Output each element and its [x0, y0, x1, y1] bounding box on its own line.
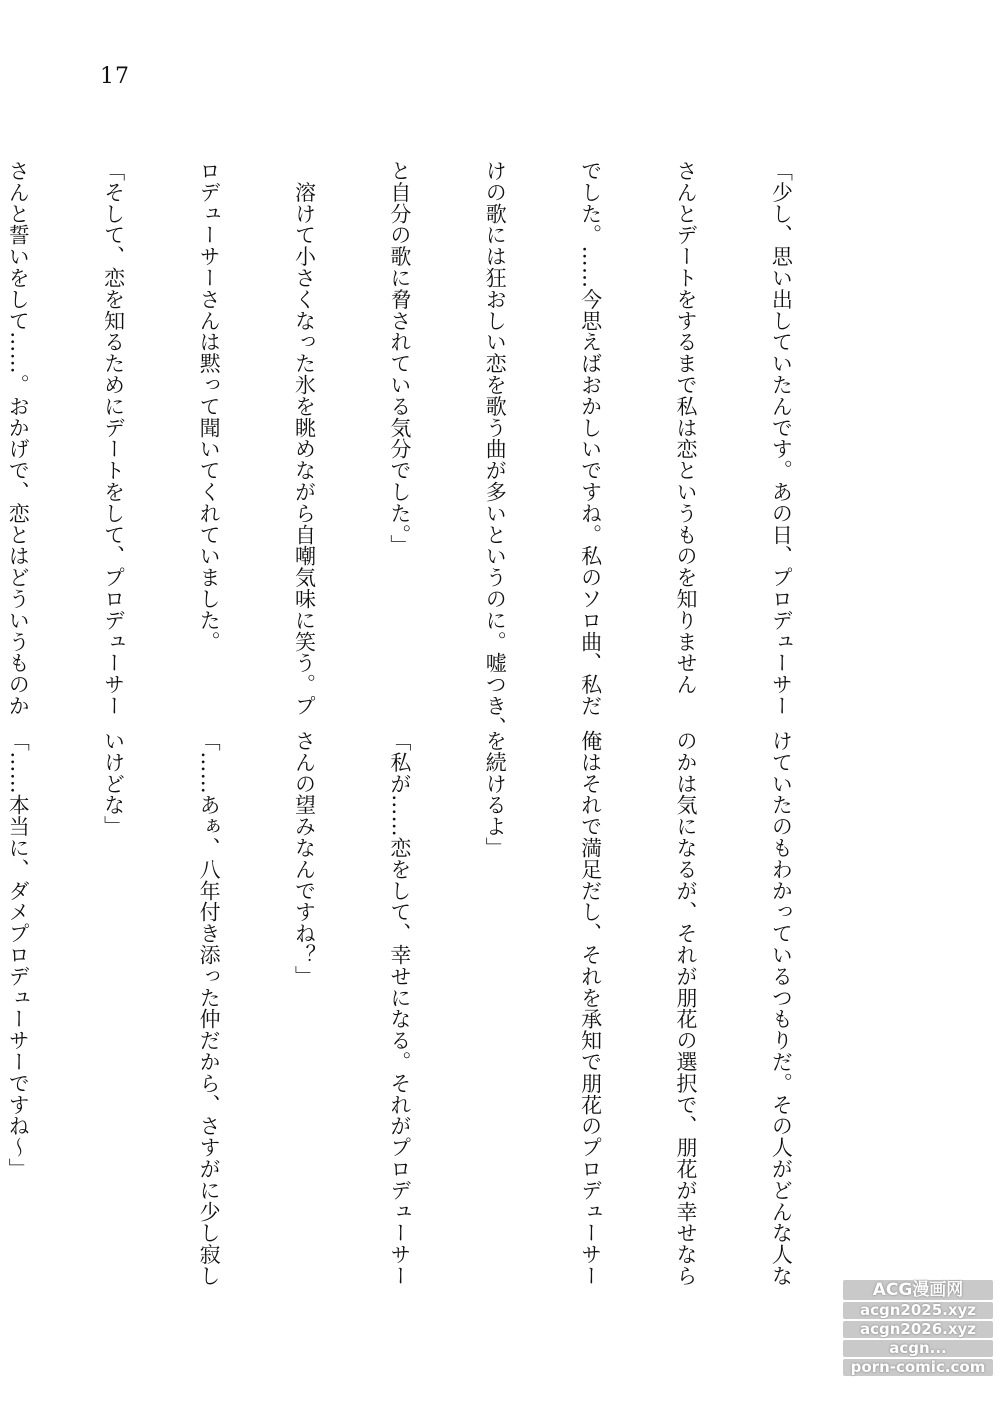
text-line: と自分の歌に脅されている気分でした。」	[387, 160, 412, 557]
text-line: けていたのもわかっているつもりだ。その人がどんな人な	[769, 730, 794, 1287]
text-line: けの歌には狂おしい恋を歌う曲が多いというのに。嘘つき、	[483, 160, 508, 738]
text-line: 「……本当に、ダメプロデューサーですね～」	[6, 730, 31, 1180]
text-line: 「少し、思い出していたんです。あの日、プロデューサー	[769, 160, 794, 717]
text-block-top	[6, 160, 860, 738]
watermark-line: acgn2025.xyz	[843, 1302, 993, 1319]
text-line: でした。……今思えばおかしいですね。私のソロ曲、私だ	[578, 160, 603, 717]
text-line: のかは気になるが、それが朋花の選択で、朋花が幸せなら	[674, 730, 699, 1287]
text-line: 「私が……恋をして、幸せになる。それがプロデューサー	[387, 730, 412, 1287]
text-line: さんの望みなんですね？」	[292, 730, 317, 987]
text-block-bottom	[6, 730, 860, 1287]
text-line: いけどな」	[101, 730, 126, 837]
watermark-line: ACG漫画网	[843, 1280, 993, 1300]
watermark	[843, 1280, 993, 1392]
watermark-line: acgn...	[843, 1340, 993, 1357]
text-line: 「そして、恋を知るためにデートをして、プロデューサー	[101, 160, 126, 717]
text-line: 「……あぁ、八年付き添った仲だから、さすがに少し寂し	[197, 730, 222, 1287]
watermark-line: porn-comic.com	[843, 1359, 993, 1376]
text-line: を続けるよ」	[483, 730, 508, 859]
text-line: 溶けて小さくなった氷を眺めながら自嘲気味に笑う。プ	[292, 160, 317, 717]
text-line: ロデューサーさんは黙って聞いてくれていました。	[197, 160, 222, 653]
text-line: さんとデートをするまで私は恋というものを知りません	[674, 160, 699, 695]
text-line: 俺はそれで満足だし、それを承知で朋花のプロデューサー	[578, 730, 603, 1287]
page-number: 17	[100, 64, 130, 89]
text-line: さんと誓いをして……。おかげで、恋とはどういうものか	[6, 160, 31, 717]
watermark-line: acgn2026.xyz	[843, 1321, 993, 1338]
